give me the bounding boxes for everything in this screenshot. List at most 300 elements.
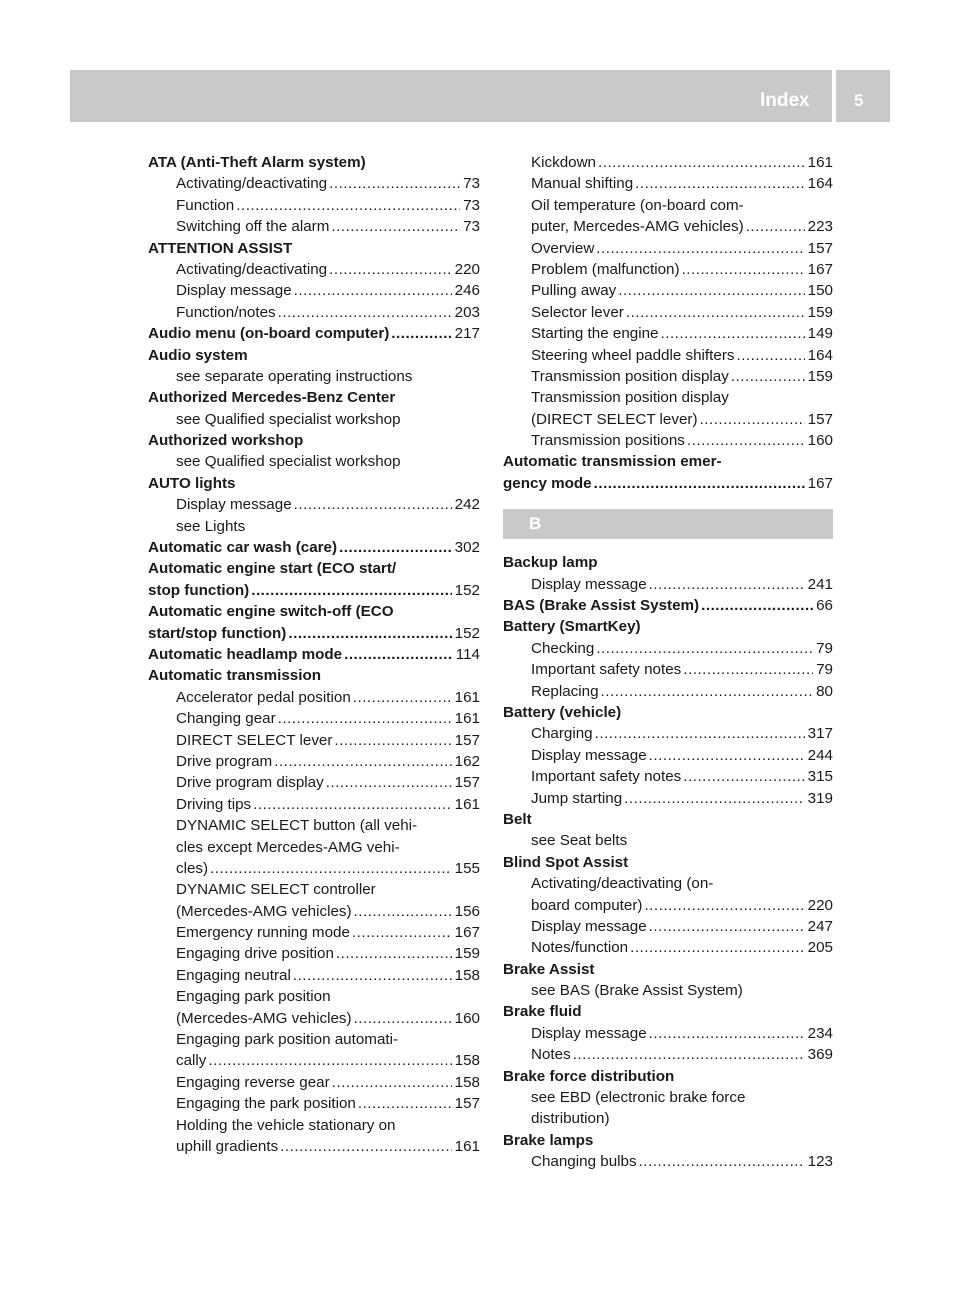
dot-leader	[294, 494, 452, 515]
index-subentry	[148, 751, 480, 772]
index-entry	[148, 537, 480, 558]
entry-text: Automatic car wash (care)	[148, 539, 338, 557]
index-subentry	[148, 1093, 480, 1114]
dot-leader	[630, 937, 805, 958]
index-subentry	[503, 937, 833, 958]
index-entry	[148, 430, 480, 451]
entry-text: Changing gear	[176, 710, 276, 728]
entry-text: Automatic engine start (ECO start/	[148, 560, 397, 578]
index-entry	[148, 558, 480, 579]
dot-leader	[353, 687, 452, 708]
dot-leader	[334, 730, 451, 751]
index-entry	[148, 665, 480, 686]
entry-text: Authorized workshop	[148, 432, 304, 450]
page-reference: 159	[807, 303, 833, 321]
index-entry	[503, 451, 833, 472]
index-subentry	[148, 943, 480, 964]
dot-leader	[601, 681, 814, 702]
page-reference: 156	[454, 902, 480, 920]
index-entry	[503, 473, 833, 494]
entry-text: Holding the vehicle stationary on	[176, 1116, 396, 1134]
dot-leader	[354, 1008, 452, 1029]
index-subentry	[148, 195, 480, 216]
index-subentry	[148, 879, 480, 900]
page-reference: 157	[454, 774, 480, 792]
dot-leader	[649, 916, 805, 937]
index-subentry	[503, 238, 833, 259]
page-reference: 160	[807, 432, 833, 450]
index-subentry	[148, 794, 480, 815]
entry-text: Backup lamp	[503, 554, 598, 572]
page-number: 5	[854, 91, 864, 110]
index-column-left	[148, 152, 480, 1157]
entry-text: Engaging the park position	[176, 1095, 356, 1113]
index-subentry	[503, 1108, 833, 1129]
index-entry	[503, 852, 833, 873]
dot-leader	[639, 1151, 805, 1172]
entry-text: see Qualified specialist workshop	[176, 453, 401, 471]
index-entry	[148, 623, 480, 644]
index-subentry	[148, 965, 480, 986]
page-reference: 161	[454, 710, 480, 728]
page-reference: 157	[807, 239, 833, 257]
index-subentry	[148, 216, 480, 237]
index-subentry	[148, 1115, 480, 1136]
page-reference: 152	[454, 624, 480, 642]
page-reference: 247	[807, 917, 833, 935]
page-reference: 157	[454, 1095, 480, 1113]
dot-leader	[391, 323, 451, 344]
dot-leader	[596, 638, 813, 659]
index-subentry	[148, 409, 480, 430]
entry-text: Activating/deactivating	[176, 260, 328, 278]
page-reference: 242	[454, 496, 480, 514]
entry-text: Overview	[531, 239, 595, 257]
entry-text: (Mercedes-AMG vehicles)	[176, 1009, 352, 1027]
page-reference: 302	[454, 539, 480, 557]
entry-text: Important safety notes	[531, 661, 682, 679]
page-reference: 217	[454, 325, 480, 343]
dot-leader	[687, 430, 805, 451]
entry-text: stop function)	[148, 581, 250, 599]
dot-leader	[700, 409, 805, 430]
entry-text: Blind Spot Assist	[503, 853, 629, 871]
dot-leader	[624, 788, 804, 809]
index-entry	[148, 323, 480, 344]
entry-text: cles)	[176, 859, 209, 877]
dot-leader	[344, 644, 453, 665]
page-reference: 159	[807, 367, 833, 385]
index-subentry	[503, 1023, 833, 1044]
index-entry	[148, 152, 480, 173]
index-subentry	[503, 323, 833, 344]
entry-text: Steering wheel paddle shifters	[531, 346, 735, 364]
entry-text: Audio menu (on-board computer)	[148, 325, 390, 343]
page-reference: 159	[454, 945, 480, 963]
index-subentry	[503, 638, 833, 659]
entry-text: ATA (Anti-Theft Alarm system)	[148, 154, 366, 171]
dot-leader	[278, 302, 452, 323]
dot-leader	[331, 216, 460, 237]
page-reference: 244	[807, 746, 833, 764]
index-subentry	[503, 195, 833, 216]
dot-leader	[210, 858, 452, 879]
index-subentry	[503, 916, 833, 937]
page-reference: 203	[454, 303, 480, 321]
entry-text: Activating/deactivating	[176, 175, 328, 193]
page-reference: 167	[807, 260, 833, 278]
entry-text: puter, Mercedes-AMG vehicles)	[531, 218, 744, 236]
page-reference: 160	[454, 1009, 480, 1027]
page-reference: 79	[816, 639, 833, 657]
entry-text: Kickdown	[531, 154, 596, 171]
entry-text: see Lights	[176, 517, 246, 535]
entry-text: gency mode	[503, 474, 592, 492]
entry-text: Function/notes	[176, 303, 276, 321]
entry-text: Jump starting	[531, 789, 623, 807]
entry-text: BAS (Brake Assist System)	[503, 597, 700, 615]
entry-text: Display message	[531, 917, 647, 935]
entry-text: Important safety notes	[531, 768, 682, 786]
index-subentry	[148, 730, 480, 751]
page-reference: 158	[454, 966, 480, 984]
entry-text: Display message	[531, 1024, 647, 1042]
dot-leader	[278, 708, 452, 729]
entry-text: Problem (malfunction)	[531, 260, 680, 278]
index-subentry	[148, 772, 480, 793]
dot-leader	[644, 895, 804, 916]
index-subentry	[148, 1050, 480, 1071]
index-entry	[503, 1001, 833, 1022]
dot-leader	[280, 1136, 451, 1157]
page-reference: 223	[807, 218, 833, 236]
index-subentry	[148, 837, 480, 858]
index-subentry	[148, 687, 480, 708]
index-subentry	[148, 366, 480, 387]
index-subentry	[503, 302, 833, 323]
index-subentry	[148, 280, 480, 301]
page-reference: 161	[807, 154, 833, 171]
entry-text: Emergency running mode	[176, 924, 350, 942]
dot-leader	[701, 595, 813, 616]
entry-text: Display message	[531, 575, 647, 593]
page-reference: 161	[454, 688, 480, 706]
dot-leader	[326, 772, 452, 793]
index-entry	[148, 473, 480, 494]
page-reference: 205	[807, 939, 833, 957]
page-title: Index	[760, 90, 810, 111]
index-subentry	[148, 173, 480, 194]
index-subentry	[503, 259, 833, 280]
index-entry	[148, 644, 480, 665]
index-subentry	[148, 1008, 480, 1029]
page-reference: 161	[454, 795, 480, 813]
dot-leader	[251, 580, 451, 601]
entry-text: Engaging reverse gear	[176, 1073, 330, 1091]
dot-leader	[274, 751, 451, 772]
entry-text: Replacing	[531, 682, 599, 700]
index-subentry	[503, 980, 833, 1001]
index-subentry	[503, 895, 833, 916]
index-entry	[503, 595, 833, 616]
entry-text: Engaging park position automati-	[176, 1031, 399, 1049]
entry-text: Transmission positions	[531, 432, 685, 450]
index-entry	[148, 387, 480, 408]
page-reference: 149	[807, 325, 833, 343]
header-divider	[832, 70, 836, 122]
dot-leader	[736, 345, 804, 366]
entry-text: Automatic transmission emer-	[503, 453, 722, 471]
page-reference: 234	[807, 1024, 833, 1042]
entry-text: Display message	[176, 496, 292, 514]
index-letter-heading: B	[503, 509, 833, 539]
entry-text: Changing bulbs	[531, 1153, 637, 1171]
dot-leader	[596, 238, 804, 259]
index-subentry	[503, 345, 833, 366]
entry-text: Brake force distribution	[503, 1067, 675, 1085]
entry-text: Manual shifting	[531, 175, 634, 193]
index-subentry	[148, 451, 480, 472]
index-subentry	[148, 986, 480, 1007]
entry-text: see BAS (Brake Assist System)	[531, 982, 743, 1000]
entry-text: DYNAMIC SELECT button (all vehi-	[176, 817, 418, 835]
dot-leader	[358, 1093, 452, 1114]
entry-text: see Qualified specialist workshop	[176, 410, 401, 428]
entry-text: (DIRECT SELECT lever)	[531, 410, 698, 428]
page-reference: 369	[807, 1046, 833, 1064]
page-reference: 155	[454, 859, 480, 877]
entry-text: Drive program display	[176, 774, 324, 792]
index-subentry	[503, 745, 833, 766]
dot-leader	[598, 152, 805, 173]
dot-leader	[352, 922, 452, 943]
entry-text: Accelerator pedal position	[176, 688, 351, 706]
dot-leader	[573, 1044, 805, 1065]
index-subentry	[148, 708, 480, 729]
entry-text: Notes/function	[531, 939, 629, 957]
page-reference: 220	[454, 260, 480, 278]
index-entry	[503, 959, 833, 980]
entry-text: cles except Mercedes-AMG vehi-	[176, 838, 400, 856]
dot-leader	[683, 659, 813, 680]
dot-leader	[731, 366, 805, 387]
dot-leader	[649, 574, 805, 595]
entry-text: Pulling away	[531, 282, 617, 300]
index-entry	[148, 580, 480, 601]
page-reference: 315	[807, 768, 833, 786]
page-reference: 319	[807, 789, 833, 807]
index-subentry	[503, 723, 833, 744]
index-subentry	[503, 830, 833, 851]
page-reference: 158	[454, 1073, 480, 1091]
page-reference: 157	[807, 410, 833, 428]
index-subentry	[503, 1044, 833, 1065]
page-reference: 241	[807, 575, 833, 593]
dot-leader	[253, 794, 452, 815]
page-reference: 162	[454, 752, 480, 770]
entry-text: DIRECT SELECT lever	[176, 731, 333, 749]
entry-text: Display message	[531, 746, 647, 764]
entry-text: Engaging park position	[176, 988, 331, 1006]
dot-leader	[746, 216, 805, 237]
page-reference: 80	[816, 682, 833, 700]
entry-text: Oil temperature (on-board com-	[531, 196, 744, 214]
index-column-right	[503, 152, 833, 1173]
page-reference: 150	[807, 282, 833, 300]
dot-leader	[336, 943, 452, 964]
index-subentry	[503, 873, 833, 894]
index-subentry	[503, 788, 833, 809]
index-entry	[503, 1066, 833, 1087]
index-subentry	[148, 922, 480, 943]
index-subentry	[503, 366, 833, 387]
dot-leader	[618, 280, 804, 301]
entry-text: Automatic headlamp mode	[148, 645, 343, 663]
entry-text: DYNAMIC SELECT controller	[176, 881, 376, 899]
entry-text: Authorized Mercedes-Benz Center	[148, 389, 396, 407]
entry-text: Notes	[531, 1046, 571, 1064]
entry-text: ATTENTION ASSIST	[148, 239, 293, 257]
page-reference: 161	[454, 1137, 480, 1155]
page-reference: 73	[463, 218, 480, 236]
entry-text: Starting the engine	[531, 325, 659, 343]
page-reference: 220	[807, 896, 833, 914]
index-entry	[503, 616, 833, 637]
entry-text: see separate operating instructions	[176, 367, 413, 385]
dot-leader	[595, 723, 805, 744]
index-entry	[503, 552, 833, 573]
entry-text: cally	[176, 1052, 207, 1070]
index-entry	[148, 345, 480, 366]
index-subentry	[148, 858, 480, 879]
index-entry	[148, 601, 480, 622]
page-reference: 73	[463, 175, 480, 193]
dot-leader	[649, 1023, 805, 1044]
entry-text: see Seat belts	[531, 832, 628, 850]
entry-text: Checking	[531, 639, 595, 657]
page-reference: 164	[807, 346, 833, 364]
page-reference: 73	[463, 196, 480, 214]
index-subentry	[503, 574, 833, 595]
entry-text: Display message	[176, 282, 292, 300]
dot-leader	[329, 259, 452, 280]
entry-text: Engaging neutral	[176, 966, 291, 984]
index-subentry	[503, 409, 833, 430]
entry-text: Transmission position display	[531, 389, 729, 407]
index-subentry	[148, 1136, 480, 1157]
entry-text: Charging	[531, 725, 593, 743]
index-subentry	[503, 387, 833, 408]
index-entry	[503, 702, 833, 723]
dot-leader	[683, 766, 804, 787]
index-subentry	[148, 901, 480, 922]
index-subentry	[503, 766, 833, 787]
index-subentry	[503, 681, 833, 702]
dot-leader	[594, 473, 805, 494]
page-reference: 157	[454, 731, 480, 749]
index-subentry	[148, 1072, 480, 1093]
entry-text: Audio system	[148, 346, 248, 364]
entry-text: Drive program	[176, 752, 273, 770]
entry-text: start/stop function)	[148, 624, 287, 642]
dot-leader	[329, 173, 460, 194]
page-reference: 152	[454, 581, 480, 599]
index-entry	[148, 238, 480, 259]
index-subentry	[148, 259, 480, 280]
index-subentry	[503, 173, 833, 194]
dot-leader	[236, 195, 460, 216]
page-reference: 164	[807, 175, 833, 193]
dot-leader	[293, 965, 452, 986]
dot-leader	[339, 537, 452, 558]
entry-text: Brake fluid	[503, 1003, 582, 1021]
entry-text: Driving tips	[176, 795, 252, 813]
index-subentry	[503, 430, 833, 451]
entry-text: Battery (vehicle)	[503, 703, 622, 721]
entry-text: Automatic engine switch-off (ECO	[148, 603, 394, 621]
page-reference: 114	[455, 645, 480, 663]
index-subentry	[503, 216, 833, 237]
page-reference: 167	[807, 474, 833, 492]
entry-text: see EBD (electronic brake force	[531, 1089, 746, 1107]
entry-text: AUTO lights	[148, 474, 236, 492]
index-entry	[503, 1130, 833, 1151]
entry-text: Battery (SmartKey)	[503, 618, 641, 636]
entry-text: Brake Assist	[503, 960, 595, 978]
index-subentry	[148, 815, 480, 836]
dot-leader	[332, 1072, 452, 1093]
index-subentry	[148, 494, 480, 515]
index-subentry	[148, 1029, 480, 1050]
entry-text: Brake lamps	[503, 1131, 594, 1149]
entry-text: Activating/deactivating (on-	[531, 875, 714, 893]
index-entry	[503, 809, 833, 830]
index-subentry	[148, 516, 480, 537]
entry-text: (Mercedes-AMG vehicles)	[176, 902, 352, 920]
page-reference: 167	[454, 924, 480, 942]
entry-text: board computer)	[531, 896, 643, 914]
index-subentry	[503, 152, 833, 173]
entry-text: Transmission position display	[531, 367, 729, 385]
dot-leader	[635, 173, 805, 194]
dot-leader	[661, 323, 805, 344]
dot-leader	[354, 901, 452, 922]
index-subentry	[148, 302, 480, 323]
page-reference: 246	[454, 282, 480, 300]
entry-text: Belt	[503, 810, 532, 828]
page-reference: 66	[816, 597, 833, 615]
dot-leader	[626, 302, 805, 323]
dot-leader	[294, 280, 452, 301]
page-reference: 317	[807, 725, 833, 743]
dot-leader	[208, 1050, 451, 1071]
entry-text: uphill gradients	[176, 1137, 279, 1155]
page-reference: 158	[454, 1052, 480, 1070]
index-subentry	[503, 280, 833, 301]
page-reference: 79	[816, 661, 833, 679]
entry-text: Engaging drive position	[176, 945, 334, 963]
entry-text: Function	[176, 196, 235, 214]
entry-text: Automatic transmission	[148, 667, 322, 685]
entry-text: Selector lever	[531, 303, 624, 321]
dot-leader	[288, 623, 451, 644]
entry-text: distribution)	[531, 1110, 610, 1128]
entry-text: Switching off the alarm	[176, 218, 330, 236]
index-subentry	[503, 1087, 833, 1108]
dot-leader	[649, 745, 805, 766]
index-subentry	[503, 1151, 833, 1172]
dot-leader	[682, 259, 805, 280]
